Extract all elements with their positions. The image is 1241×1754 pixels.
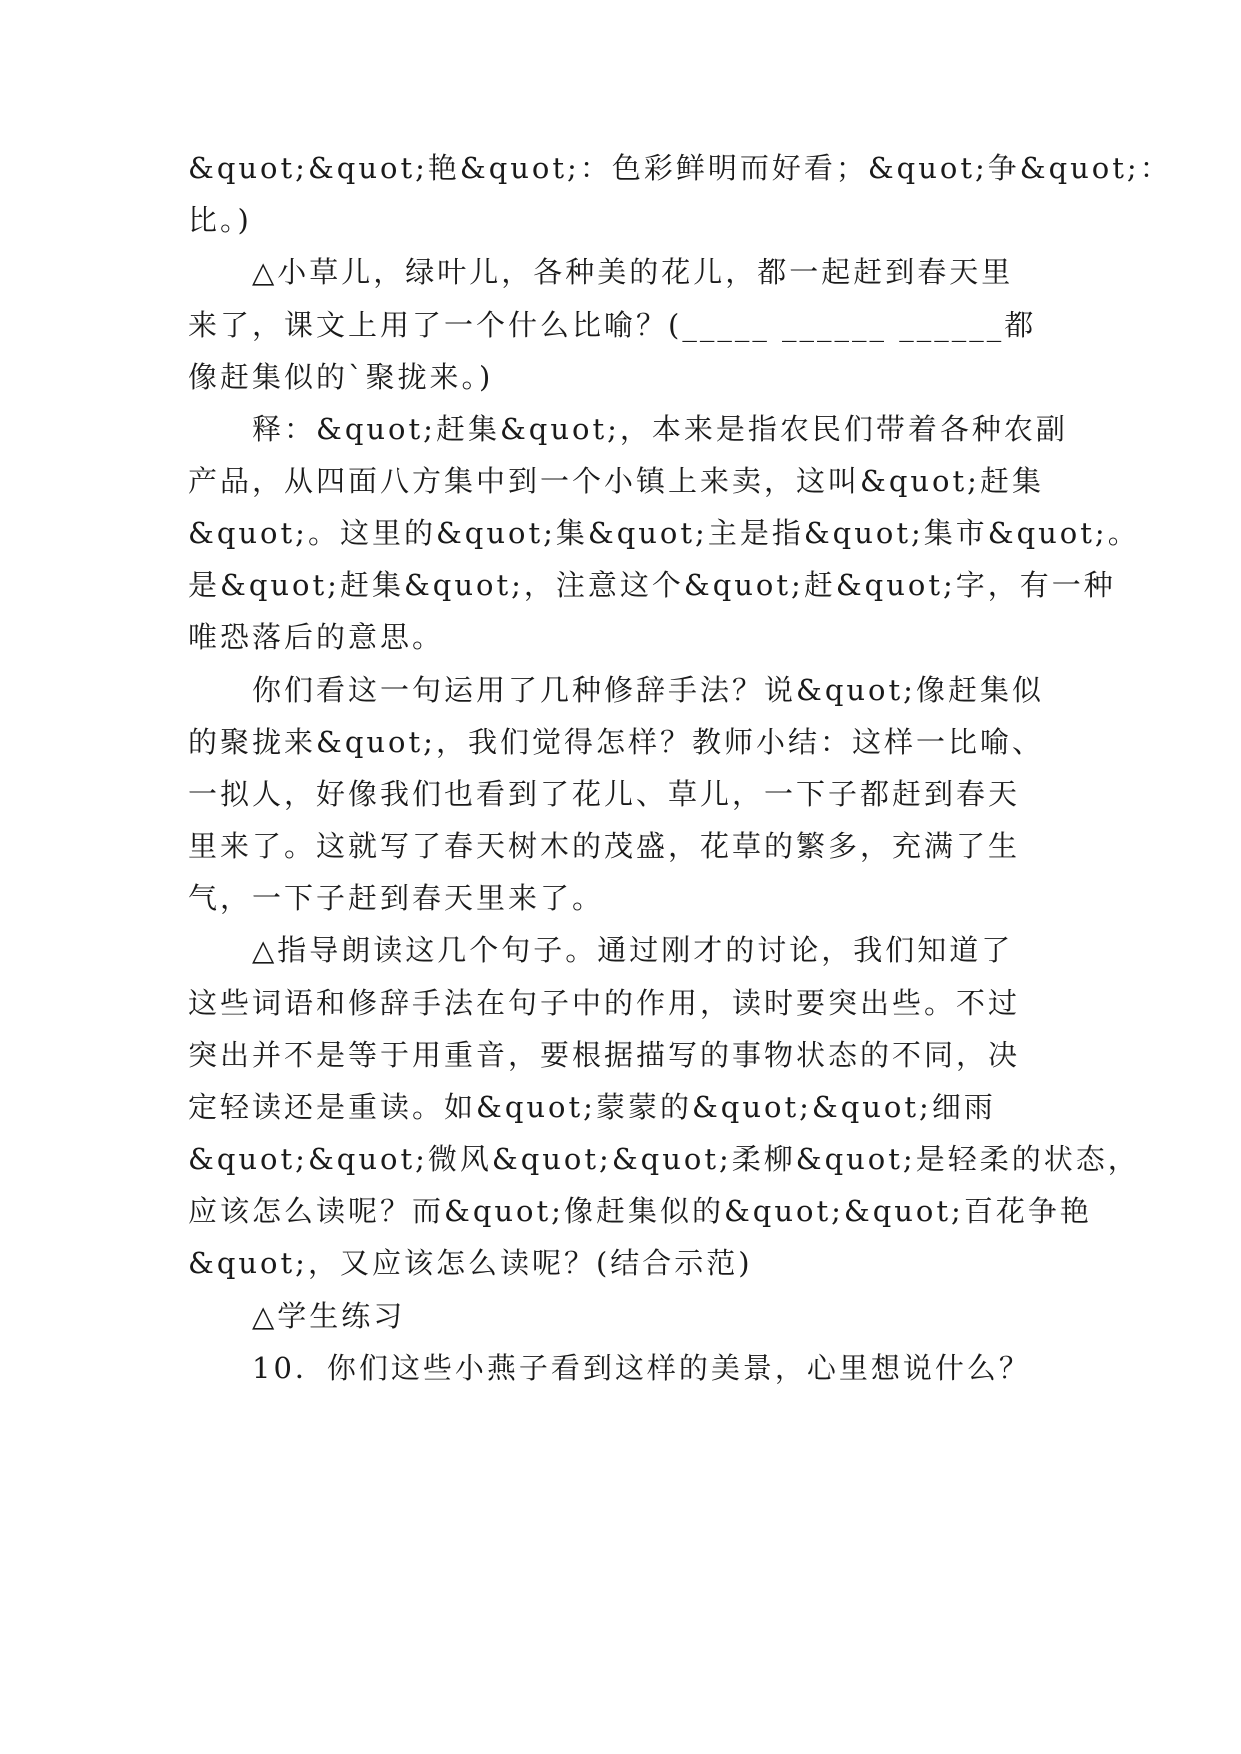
paragraph-start: 释：&quot;赶集&quot;，本来是指农民们带着各种农副 xyxy=(252,412,1068,446)
text-line: 这些词语和修辞手法在句子中的作用，读时要突出些。不过 xyxy=(188,986,1021,1020)
text-line: &quot;&quot;艳&quot;：色彩鲜明而好看；&quot;争&quot;： xyxy=(188,151,1172,185)
text-line: 是&quot;赶集&quot;，注意这个&quot;赶&quot;字，有一种 xyxy=(188,568,1116,602)
text-line: 一拟人，好像我们也看到了花儿、草儿，一下子都赶到春天 xyxy=(188,777,1021,811)
text-line: 的聚拢来&quot;，我们觉得怎样？教师小结：这样一比喻、 xyxy=(188,725,1044,759)
text-line: 定轻读还是重读。如&quot;蒙蒙的&quot;&quot;细雨 xyxy=(188,1090,996,1124)
text-line: 唯恐落后的意思。 xyxy=(188,620,445,654)
text-line: &quot;，又应该怎么读呢？(结合示范) xyxy=(188,1246,753,1280)
paragraph-start: △指导朗读这几个句子。通过刚才的讨论，我们知道了 xyxy=(252,933,1014,967)
text-line: 气，一下子赶到春天里来了。 xyxy=(188,881,605,915)
text-line: &quot;。这里的&quot;集&quot;主是指&quot;集市&quot;。 xyxy=(188,516,1140,550)
text-line: 像赶集似的`聚拢来。) xyxy=(188,360,494,394)
text-line: 突出并不是等于用重音，要根据描写的事物状态的不同，决 xyxy=(188,1038,1021,1072)
paragraph-start: 你们看这一句运用了几种修辞手法？说&quot;像赶集似 xyxy=(252,673,1044,707)
paragraph-start: △学生练习 xyxy=(252,1299,406,1333)
text-line: &quot;&quot;微风&quot;&quot;柔柳&quot;是轻柔的状态， xyxy=(188,1142,1140,1176)
text-line: 应该怎么读呢？而&quot;像赶集似的&quot;&quot;百花争艳 xyxy=(188,1194,1092,1228)
text-line: 比。) xyxy=(188,203,252,237)
text-line: 产品，从四面八方集中到一个小镇上来卖，这叫&quot;赶集 xyxy=(188,464,1044,498)
paragraph-start: 10．你们这些小燕子看到这样的美景，心里想说什么？ xyxy=(252,1351,1031,1385)
text-line: 来了，课文上用了一个什么比喻？(_____ ______ ______都 xyxy=(188,308,1037,342)
text-line: 里来了。这就写了春天树木的茂盛，花草的繁多，充满了生 xyxy=(188,829,1021,863)
paragraph-start: △小草儿，绿叶儿，各种美的花儿，都一起赶到春天里 xyxy=(252,255,1014,289)
